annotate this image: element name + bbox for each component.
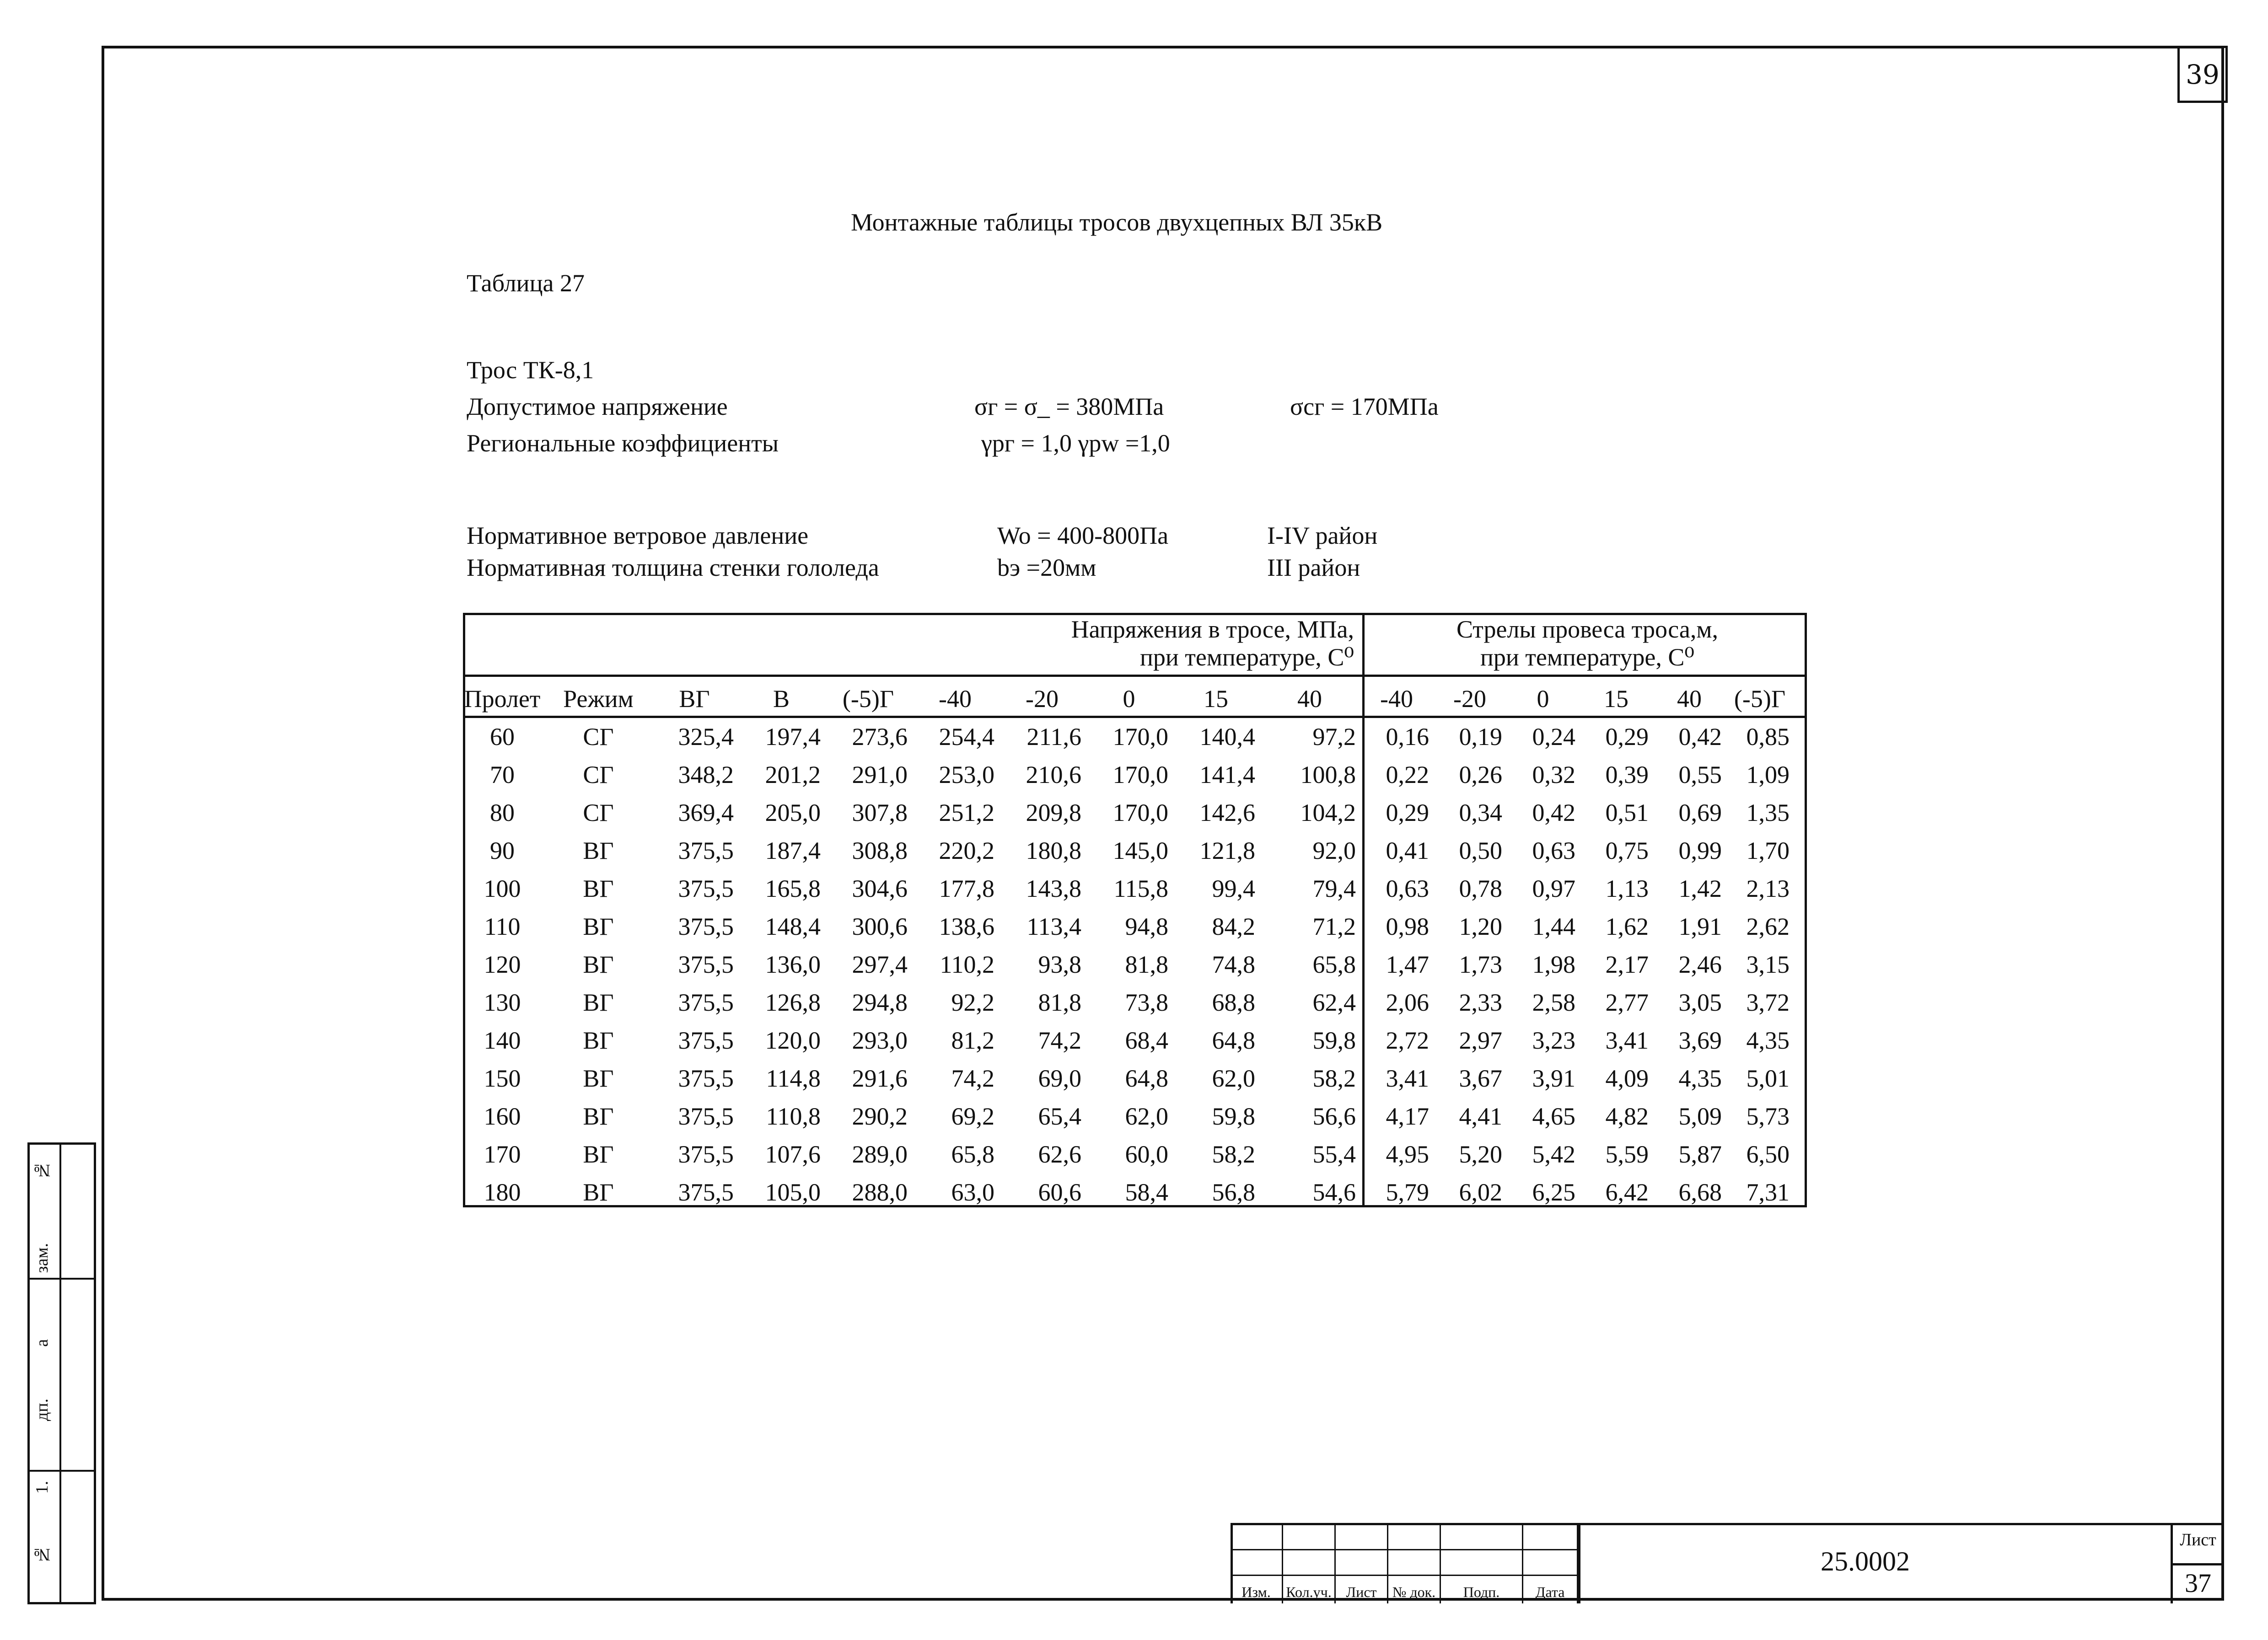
table-cell: 73,8 [1125, 989, 1168, 1016]
table-cell: 0,16 [1386, 723, 1429, 750]
table-cell: 65,8 [1312, 951, 1356, 978]
table-cell: 138,6 [939, 913, 994, 940]
stamp-mid-cell [1441, 1550, 1523, 1576]
table-cell: 254,4 [939, 723, 994, 750]
table-cell: 160 [484, 1103, 521, 1130]
table-cell: 0,98 [1386, 913, 1429, 940]
table-cell: 180,8 [1026, 837, 1081, 864]
table-cell: ВГ [583, 1065, 614, 1092]
table-cell: 170,0 [1113, 723, 1168, 750]
table-cell: 68,4 [1125, 1027, 1168, 1054]
column-header: 15 [1204, 685, 1228, 713]
table-cell: 369,4 [678, 799, 734, 826]
table-cell: 180 [484, 1179, 521, 1206]
table-cell: 2,97 [1459, 1027, 1502, 1054]
table-cell: 63,0 [951, 1179, 994, 1206]
column-header: ВГ [679, 685, 710, 713]
table-cell: 1,62 [1605, 913, 1649, 940]
table-cell: 5,20 [1459, 1141, 1502, 1168]
stress-label: Допустимое напряжение [467, 393, 728, 420]
table-cell: 4,17 [1386, 1103, 1429, 1130]
stamp-top-cell [1283, 1523, 1336, 1550]
table-cell: 74,2 [1038, 1027, 1081, 1054]
table-cell: 0,26 [1459, 761, 1502, 788]
table-cell: 290,2 [852, 1103, 908, 1130]
table-cell: 0,19 [1459, 723, 1502, 750]
table-cell: ВГ [583, 1103, 614, 1130]
sag-group-title-2: при температуре, С⁰ [1480, 643, 1694, 671]
table-cell: 0,34 [1459, 799, 1502, 826]
table-cell: 143,8 [1026, 875, 1081, 902]
table-cell: 58,4 [1125, 1179, 1168, 1206]
table-cell: 5,87 [1678, 1141, 1722, 1168]
table-cell: 0,63 [1532, 837, 1575, 864]
table-cell: 97,2 [1312, 723, 1356, 750]
table-cell: 2,13 [1746, 875, 1790, 902]
sag-group-title-1: Стрелы провеса троса,м, [1456, 616, 1719, 643]
table-cell: 308,8 [852, 837, 908, 864]
table-cell: 120,0 [765, 1027, 821, 1054]
table-cell: 220,2 [939, 837, 994, 864]
table-cell: 0,29 [1386, 799, 1429, 826]
table-cell: 145,0 [1113, 837, 1168, 864]
table-cell: 211,6 [1027, 723, 1081, 750]
table-cell: 289,0 [852, 1141, 908, 1168]
table-cell: 54,6 [1312, 1179, 1356, 1206]
stress-avg: σсг = 170МПа [1290, 393, 1439, 420]
table-cell: 291,6 [852, 1065, 908, 1092]
table-cell: 0,42 [1532, 799, 1575, 826]
table-cell: 150 [484, 1065, 521, 1092]
stamp-top-cell [1441, 1523, 1523, 1550]
side-stamp-line [59, 1472, 61, 1602]
table-cell: 64,8 [1212, 1027, 1255, 1054]
table-cell: ВГ [583, 1141, 614, 1168]
table-cell: 325,4 [678, 723, 734, 750]
stress-group-title-1: Напряжения в тросе, МПа, [1071, 616, 1354, 643]
column-header: В [773, 685, 790, 713]
stamp-grid [1231, 1523, 1578, 1603]
table-cell: 4,35 [1746, 1027, 1790, 1054]
stamp-label: № док. [1388, 1576, 1441, 1603]
table-cell: 0,50 [1459, 837, 1502, 864]
table-cell: 375,5 [678, 1027, 734, 1054]
table-cell: 4,35 [1678, 1065, 1722, 1092]
table-cell: 4,41 [1459, 1103, 1502, 1130]
table-cell: 375,5 [678, 1141, 734, 1168]
table-cell: 2,17 [1605, 951, 1649, 978]
table-cell: 7,31 [1746, 1179, 1790, 1206]
table-cell: 0,22 [1386, 761, 1429, 788]
table-cell: 291,0 [852, 761, 908, 788]
table-cell: 94,8 [1125, 913, 1168, 940]
table-cell: 1,70 [1746, 837, 1790, 864]
column-header: -40 [1380, 685, 1413, 713]
stamp-mid-cell [1388, 1550, 1441, 1576]
table-cell: 3,23 [1532, 1027, 1575, 1054]
stress-value: σг = σ_ = 380МПа [974, 393, 1164, 420]
table-cell: 375,5 [678, 1179, 734, 1206]
table-cell: СГ [583, 723, 614, 750]
wind-region: I-IV район [1267, 522, 1378, 549]
table-cell: 3,15 [1746, 951, 1790, 978]
sheet-label: Лист [2180, 1530, 2216, 1549]
table-cell: 300,6 [852, 913, 908, 940]
table-number: Таблица 27 [467, 269, 585, 297]
coef-value: γpг = 1,0 γpw =1,0 [981, 429, 1170, 457]
page-title: Монтажные таблицы тросов двухцепных ВЛ 35кВ [851, 209, 1383, 236]
side-stamp-label: зам. [32, 1243, 52, 1273]
side-stamp-cells [27, 1142, 96, 1604]
coef-label: Региональные коэффициенты [467, 429, 779, 457]
table-cell: 74,8 [1212, 951, 1255, 978]
column-header: 40 [1297, 685, 1322, 713]
table-cell: 0,29 [1605, 723, 1649, 750]
stamp-mid-cell [1231, 1550, 1283, 1576]
table-cell: 0,63 [1386, 875, 1429, 902]
table-cell: 0,41 [1386, 837, 1429, 864]
table-cell: 5,73 [1746, 1103, 1790, 1130]
table-cell: 3,91 [1532, 1065, 1575, 1092]
cable-name: Трос ТК-8,1 [467, 356, 594, 384]
sheet-number: 37 [2185, 1568, 2211, 1598]
stamp-mid-cell [1336, 1550, 1388, 1576]
stamp-label: Кол.уч. [1283, 1576, 1336, 1603]
table-cell: 70 [490, 761, 515, 788]
table-cell: 120 [484, 951, 521, 978]
table-cell: 6,02 [1459, 1179, 1502, 1206]
column-header: Пролет [464, 685, 541, 713]
column-header: 15 [1604, 685, 1628, 713]
table-cell: 90 [490, 837, 515, 864]
sheet-box-rule [2173, 1563, 2223, 1565]
table-cell: 0,78 [1459, 875, 1502, 902]
table-cell: 297,4 [852, 951, 908, 978]
table-cell: 58,2 [1212, 1141, 1255, 1168]
table-cell: 62,6 [1038, 1141, 1081, 1168]
table-cell: 126,8 [765, 989, 821, 1016]
table-cell: 1,44 [1532, 913, 1575, 940]
table-cell: ВГ [583, 913, 614, 940]
table-cell: 3,69 [1678, 1027, 1722, 1054]
side-stamp-label: 1. [32, 1481, 52, 1494]
table-cell: 187,4 [765, 837, 821, 864]
side-stamp-section [27, 1280, 96, 1472]
table-cell: 251,2 [939, 799, 994, 826]
table-cell: 1,42 [1678, 875, 1722, 902]
table-cell: 1,35 [1746, 799, 1790, 826]
table-cell: 65,8 [951, 1141, 994, 1168]
table-cell: 2,72 [1386, 1027, 1429, 1054]
table-cell: 2,06 [1386, 989, 1429, 1016]
table-cell: ВГ [583, 875, 614, 902]
table-cell: 121,8 [1199, 837, 1255, 864]
table-cell: ВГ [583, 951, 614, 978]
stamp-mid-cell [1283, 1550, 1336, 1576]
ice-region: III район [1267, 554, 1360, 581]
table-cell: 2,33 [1459, 989, 1502, 1016]
table-cell: 4,95 [1386, 1141, 1429, 1168]
table-cell: 56,6 [1312, 1103, 1356, 1130]
table-cell: 0,42 [1678, 723, 1722, 750]
table-cell: 5,09 [1678, 1103, 1722, 1130]
stress-group-title-2: при температуре, С⁰ [1140, 643, 1354, 671]
table-cell: 2,58 [1532, 989, 1575, 1016]
table-cell: 375,5 [678, 875, 734, 902]
table-cell: 140,4 [1199, 723, 1255, 750]
table-cell: 110,2 [940, 951, 994, 978]
table-cell: 0,69 [1678, 799, 1722, 826]
table-cell: 65,4 [1038, 1103, 1081, 1130]
stamp-label: Лист [1336, 1576, 1388, 1603]
table-cell: 2,62 [1746, 913, 1790, 940]
table-cell: 140 [484, 1027, 521, 1054]
table-cell: ВГ [583, 1027, 614, 1054]
table-cell: 0,32 [1532, 761, 1575, 788]
table-cell: 114,8 [766, 1065, 821, 1092]
table-cell: 1,20 [1459, 913, 1502, 940]
side-stamp-line [59, 1280, 61, 1470]
column-header: (-5)Г [1734, 685, 1786, 713]
table-cell: 130 [484, 989, 521, 1016]
column-header: -20 [1026, 685, 1059, 713]
table-cell: 4,09 [1605, 1065, 1649, 1092]
table-cell: 68,8 [1212, 989, 1255, 1016]
table-cell: 136,0 [765, 951, 821, 978]
table-cell: 62,0 [1125, 1103, 1168, 1130]
table-cell: 209,8 [1026, 799, 1081, 826]
side-stamp-label: а [32, 1339, 52, 1347]
table-cell: 115,8 [1113, 875, 1168, 902]
table-cell: 6,25 [1532, 1179, 1575, 1206]
table-cell: 375,5 [678, 1065, 734, 1092]
table-cell: 294,8 [852, 989, 908, 1016]
table-cell: 110 [484, 913, 521, 940]
table-cell: 80 [490, 799, 515, 826]
table-cell: СГ [583, 761, 614, 788]
table-cell: 99,4 [1212, 875, 1255, 902]
table-cell: 74,2 [951, 1065, 994, 1092]
table-cell: 92,2 [951, 989, 994, 1016]
table-cell: 170,0 [1113, 761, 1168, 788]
side-stamp-label: дп. [32, 1399, 52, 1421]
side-stamp-label: № [32, 1545, 52, 1564]
table-cell: СГ [583, 799, 614, 826]
column-header: 40 [1677, 685, 1702, 713]
column-header: (-5)Г [842, 685, 894, 713]
table-cell: 62,4 [1312, 989, 1356, 1016]
table-cell: 3,41 [1386, 1065, 1429, 1092]
table-cell: 205,0 [765, 799, 821, 826]
stamp-divider [1578, 1523, 1580, 1603]
table-cell: 307,8 [852, 799, 908, 826]
table-cell: 79,4 [1312, 875, 1356, 902]
table-cell: 253,0 [939, 761, 994, 788]
wind-label: Нормативное ветровое давление [467, 522, 809, 549]
stamp-top-cell [1523, 1523, 1578, 1550]
table-cell: 6,50 [1746, 1141, 1790, 1168]
table-cell: 6,68 [1678, 1179, 1722, 1206]
table-cell: 81,8 [1038, 989, 1081, 1016]
table-cell: 62,0 [1212, 1065, 1255, 1092]
table-cell: 0,55 [1678, 761, 1722, 788]
table-cell: 3,72 [1746, 989, 1790, 1016]
table-cell: 81,8 [1125, 951, 1168, 978]
table-cell: 1,47 [1386, 951, 1429, 978]
table-cell: 148,4 [765, 913, 821, 940]
table-cell: 293,0 [852, 1027, 908, 1054]
stamp-top-cell [1231, 1523, 1283, 1550]
column-header: 0 [1123, 685, 1135, 713]
table-cell: 55,4 [1312, 1141, 1356, 1168]
table-cell: 0,24 [1532, 723, 1575, 750]
table-cell: 5,01 [1746, 1065, 1790, 1092]
table-cell: 5,59 [1605, 1141, 1649, 1168]
stamp-top-cell [1336, 1523, 1388, 1550]
table-cell: 1,09 [1746, 761, 1790, 788]
side-stamp-line [59, 1142, 61, 1278]
table-cell: 197,4 [765, 723, 821, 750]
table-cell: 5,79 [1386, 1179, 1429, 1206]
table-cell: 170,0 [1113, 799, 1168, 826]
table-cell: 84,2 [1212, 913, 1255, 940]
table-cell: 142,6 [1199, 799, 1255, 826]
table-cell: 105,0 [765, 1179, 821, 1206]
table-cell: 58,2 [1312, 1065, 1356, 1092]
table-cell: 3,67 [1459, 1065, 1502, 1092]
table-cell: 375,5 [678, 951, 734, 978]
table-cell: 201,2 [765, 761, 821, 788]
table-cell: 113,4 [1027, 913, 1081, 940]
table-cell: 1,98 [1532, 951, 1575, 978]
table-cell: 375,5 [678, 913, 734, 940]
stamp-label: Подп. [1441, 1576, 1523, 1603]
table-cell: ВГ [583, 837, 614, 864]
column-header: -40 [939, 685, 972, 713]
stamp-label: Дата [1523, 1576, 1578, 1603]
table-cell: 81,2 [951, 1027, 994, 1054]
table-cell: 69,0 [1038, 1065, 1081, 1092]
table-cell: 3,05 [1678, 989, 1722, 1016]
table-cell: 0,39 [1605, 761, 1649, 788]
table-cell: 0,75 [1605, 837, 1649, 864]
document-code: 25.0002 [1821, 1546, 1910, 1576]
table-cell: 1,91 [1678, 913, 1722, 940]
table-cell: 0,85 [1746, 723, 1790, 750]
column-header: -20 [1453, 685, 1486, 713]
ice-value: bэ =20мм [997, 554, 1096, 581]
table-cell: 104,2 [1300, 799, 1356, 826]
table-cell: 177,8 [939, 875, 994, 902]
table-cell: ВГ [583, 989, 614, 1016]
table-cell: 60,6 [1038, 1179, 1081, 1206]
table-cell: 100,8 [1300, 761, 1356, 788]
table-cell: 375,5 [678, 1103, 734, 1130]
wind-value: Wo = 400-800Па [997, 522, 1169, 549]
table-cell: ВГ [583, 1179, 614, 1206]
table-cell: 210,6 [1026, 761, 1081, 788]
table-cell: 165,8 [765, 875, 821, 902]
header-rule [463, 716, 1807, 718]
stamp-top-cell [1388, 1523, 1441, 1550]
table-cell: 288,0 [852, 1179, 908, 1206]
table-cell: 1,13 [1605, 875, 1649, 902]
table-cell: 60 [490, 723, 515, 750]
table-cell: 170 [484, 1141, 521, 1168]
table-cell: 93,8 [1038, 951, 1081, 978]
ice-label: Нормативная толщина стенки гололеда [467, 554, 879, 581]
table-cell: 59,8 [1312, 1027, 1356, 1054]
table-cell: 1,73 [1459, 951, 1502, 978]
stamp-mid-cell [1523, 1550, 1578, 1576]
table-cell: 5,42 [1532, 1141, 1575, 1168]
table-cell: 59,8 [1212, 1103, 1255, 1130]
column-header: Режим [563, 685, 634, 713]
table-cell: 71,2 [1312, 913, 1356, 940]
corner-page-number: 39 [2177, 46, 2228, 103]
table-cell: 2,77 [1605, 989, 1649, 1016]
table-cell: 375,5 [678, 837, 734, 864]
table-cell: 64,8 [1125, 1065, 1168, 1092]
stamp-label: Изм. [1231, 1576, 1283, 1603]
table-cell: 3,41 [1605, 1027, 1649, 1054]
table-cell: 0,99 [1678, 837, 1722, 864]
table-cell: 100 [484, 875, 521, 902]
table-cell: 375,5 [678, 989, 734, 1016]
table-cell: 69,2 [951, 1103, 994, 1130]
table-cell: 6,42 [1605, 1179, 1649, 1206]
table-cell: 92,0 [1312, 837, 1356, 864]
table-cell: 0,97 [1532, 875, 1575, 902]
table-cell: 0,51 [1605, 799, 1649, 826]
table-cell: 273,6 [852, 723, 908, 750]
side-stamp-label: № [32, 1161, 52, 1180]
table-cell: 4,65 [1532, 1103, 1575, 1130]
table-cell: 304,6 [852, 875, 908, 902]
column-header: 0 [1537, 685, 1549, 713]
table-cell: 2,46 [1678, 951, 1722, 978]
table-cell: 110,8 [766, 1103, 821, 1130]
table-cell: 141,4 [1199, 761, 1255, 788]
table-cell: 107,6 [765, 1141, 821, 1168]
table-cell: 56,8 [1212, 1179, 1255, 1206]
table-cell: 348,2 [678, 761, 734, 788]
table-cell: 4,82 [1605, 1103, 1649, 1130]
table-cell: 60,0 [1125, 1141, 1168, 1168]
